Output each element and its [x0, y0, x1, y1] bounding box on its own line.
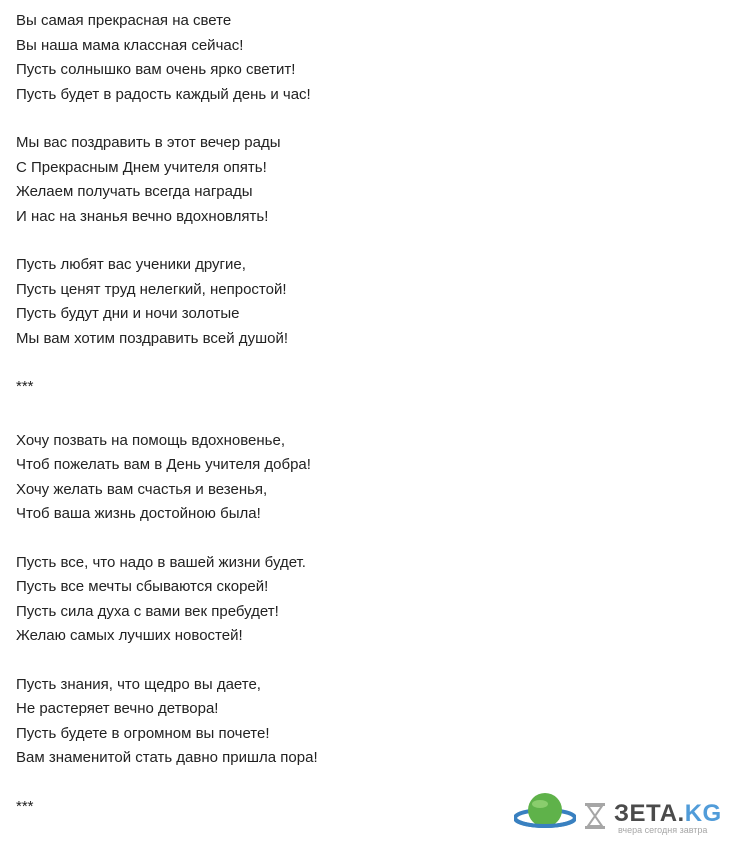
- poem-line: Желаю самых лучших новостей!: [16, 627, 243, 644]
- poem-line: Пусть все мечты сбываются скорей!: [16, 578, 269, 595]
- poem-line: Вы самая прекрасная на свете: [16, 12, 232, 29]
- site-watermark-logo: [514, 780, 736, 840]
- poem-line: Чтоб ваша жизнь достойною была!: [16, 505, 261, 522]
- poem-line: Не растеряет вечно детвора!: [16, 700, 219, 717]
- poem-line: С Прекрасным Днем учителя опять!: [16, 158, 267, 176]
- poem-line: Пусть любят вас ученики другие,: [16, 256, 246, 273]
- stanza-6: [16, 673, 716, 771]
- poem-line: Пусть солнышко вам очень ярко светит!: [16, 61, 296, 78]
- hourglass-icon: [584, 802, 606, 830]
- poem-line: Пусть будут дни и ночи золотые: [16, 305, 240, 322]
- poem-line: Вам знаменитой стать давно пришла пора!: [16, 749, 318, 766]
- poem-text: [16, 9, 716, 843]
- brand-slogan: вчера сегодня завтра: [618, 825, 708, 835]
- poem-line: Желаем получать всегда награды: [16, 183, 253, 200]
- globe-icon: [514, 790, 576, 836]
- poem-line: Вы наша мама классная сейчас!: [16, 36, 244, 54]
- poem-line: Чтоб пожелать вам в День учителя добра!: [16, 456, 311, 473]
- separator: ***: [16, 378, 34, 395]
- poem-line: Хочу позвать на помощь вдохновенье,: [16, 431, 286, 449]
- stanza-1: [16, 9, 716, 107]
- stanza-5: [16, 551, 716, 649]
- stanza-3: [16, 253, 716, 351]
- separator: ***: [16, 797, 34, 815]
- poem-line: Хочу желать вам счастья и везенья,: [16, 480, 268, 498]
- poem-line: Пусть сила духа с вами век пребудет!: [16, 602, 279, 620]
- poem-line: И нас на знанья вечно вдохновлять!: [16, 207, 269, 225]
- poem-line: Мы вас поздравить в этот вечер рады: [16, 134, 281, 151]
- poem-line: Пусть будете в огромном вы почете!: [16, 724, 270, 742]
- poem-line: Пусть будет в радость каждый день и час!: [16, 85, 311, 103]
- stanza-2: [16, 131, 716, 229]
- stanza-4: [16, 429, 716, 527]
- brand-tld: KG: [684, 800, 722, 827]
- brand-name: [614, 800, 722, 828]
- brand-main: ЗЕТА.: [614, 800, 685, 827]
- poem-line: Пусть ценят труд нелегкий, непростой!: [16, 280, 287, 298]
- poem-line: Мы вам хотим поздравить всей душой!: [16, 329, 288, 347]
- poem-line: Пусть знания, что щедро вы даете,: [16, 675, 261, 693]
- poem-line: Пусть все, что надо в вашей жизни будет.: [16, 553, 306, 571]
